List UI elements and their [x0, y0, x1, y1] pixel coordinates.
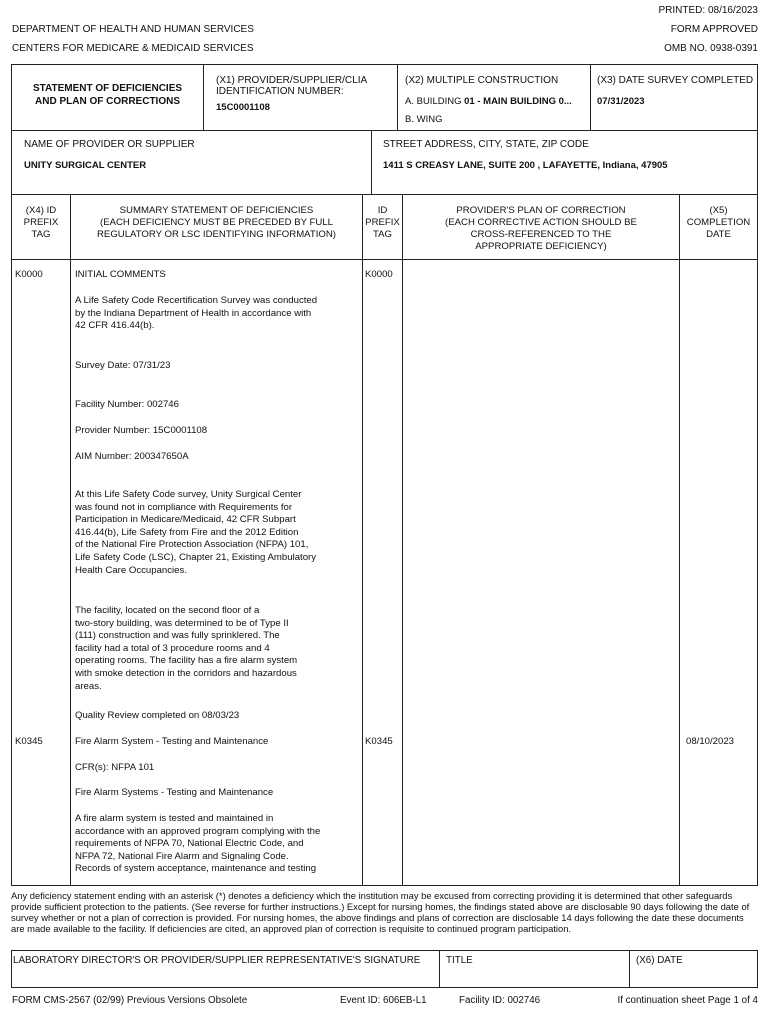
- x6-date-label: (X6) DATE: [636, 955, 683, 966]
- x2-building-label: A. BUILDING: [405, 96, 462, 107]
- signature-label: LABORATORY DIRECTOR'S OR PROVIDER/SUPPLIER REPRESENTATIVE'S SIGNATURE: [13, 955, 421, 966]
- facility-description-paragraph: The facility, located on the second floor of a two-story building, was determined to be of Type II (111) construction and was fully sprinklered. The facility had a total of 3 procedure rooms and 4 operating rooms. The facility has a fire alarm system with smoke detection in the corridors and hazardous areas.: [75, 605, 298, 692]
- x2-wing: B. WING: [405, 114, 443, 125]
- cfr-reference: CFR(s): NFPA 101: [75, 762, 155, 773]
- form-number: FORM CMS-2567 (02/99) Previous Versions Obsolete: [12, 995, 248, 1006]
- tag-left-k0000: K0000: [15, 269, 43, 280]
- statement-title: STATEMENT OF DEFICIENCIES AND PLAN OF CORRECTIONS: [32, 83, 183, 107]
- survey-date: Survey Date: 07/31/23: [75, 360, 171, 371]
- omb-number: OMB NO. 0938-0391: [664, 43, 758, 54]
- tag-right-k0000: K0000: [365, 269, 393, 280]
- address-label: STREET ADDRESS, CITY, STATE, ZIP CODE: [383, 139, 589, 150]
- title-label: TITLE: [446, 955, 473, 966]
- completion-date-k0345: 08/10/2023: [686, 736, 735, 747]
- x3-value: 07/31/2023: [597, 96, 645, 107]
- page-number: If continuation sheet Page 1 of 4: [617, 995, 758, 1006]
- compliance-paragraph: At this Life Safety Code survey, Unity Surgical Center was found not in compliance with Requirements for Participation in Medicare/Medicaid, 42 CFR Subpart 416.44(b), Life Safety from Fire and the 2012 Edition of the National Fire Protection Association (NFPA) 101, Life Safety Code (LSC), Chapter 21, Existing Ambulatory Health Care Occupancies.: [75, 489, 317, 576]
- x1-value: 15C0001108: [216, 102, 270, 113]
- tag-right-k0345: K0345: [365, 736, 393, 747]
- facility-id: Facility ID: 002746: [459, 995, 541, 1006]
- x1-label: (X1) PROVIDER/SUPPLIER/CLIA IDENTIFICATION NUMBER:: [216, 75, 368, 97]
- col-plan-header: PROVIDER'S PLAN OF CORRECTION (EACH CORRECTIVE ACTION SHOULD BE CROSS-REFERENCED TO THE APPROPRIATE DEFICIENCY): [445, 205, 637, 252]
- department-name: DEPARTMENT OF HEALTH AND HUMAN SERVICES: [12, 24, 254, 35]
- provider-name-label: NAME OF PROVIDER OR SUPPLIER: [24, 139, 195, 150]
- x2-label: (X2) MULTIPLE CONSTRUCTION: [405, 75, 559, 86]
- fire-alarm-heading: Fire Alarm System - Testing and Maintenance: [75, 736, 269, 747]
- initial-comments-heading: INITIAL COMMENTS: [75, 269, 166, 280]
- address-value: 1411 S CREASY LANE, SUITE 200 , LAFAYETTE, Indiana, 47905: [383, 160, 668, 171]
- facility-number: Facility Number: 002746: [75, 399, 179, 410]
- quality-review: Quality Review completed on 08/03/23: [75, 710, 240, 721]
- centers-name: CENTERS FOR MEDICARE & MEDICAID SERVICES: [12, 43, 254, 54]
- printed-date: PRINTED: 08/16/2023: [658, 5, 758, 16]
- survey-intro-paragraph: A Life Safety Code Recertification Survey was conducted by the Indiana Department of Health in accordance with 42 CFR 416.44(b).: [75, 295, 318, 332]
- col-x4-header: (X4) ID PREFIX TAG: [23, 205, 59, 240]
- col-summary-header: SUMMARY STATEMENT OF DEFICIENCIES (EACH DEFICIENCY MUST BE PRECEDED BY FULL REGULATORY OR LSC IDENTIFYING INFORMATION): [97, 205, 336, 240]
- x2-building-value: 01 - MAIN BUILDING 0...: [464, 96, 572, 107]
- fire-alarm-subheading: Fire Alarm Systems - Testing and Maintenance: [75, 787, 274, 798]
- event-id: Event ID: 606EB-L1: [340, 995, 427, 1006]
- fire-alarm-paragraph: A fire alarm system is tested and maintained in accordance with an approved program complying with the requirements of NFPA 70, National Electric Code, and NFPA 72, National Fire Alarm and Signaling Code. Records of system acceptance, maintenance and testing: [75, 813, 321, 875]
- form-approved: FORM APPROVED: [670, 24, 758, 35]
- aim-number: AIM Number: 200347650A: [75, 451, 189, 462]
- col-id-header: ID PREFIX TAG: [365, 205, 400, 240]
- tag-left-k0345: K0345: [15, 736, 43, 747]
- provider-number: Provider Number: 15C0001108: [75, 425, 208, 436]
- provider-name-value: UNITY SURGICAL CENTER: [24, 160, 147, 171]
- col-x5-header: (X5) COMPLETION DATE: [686, 205, 751, 240]
- disclaimer-text: Any deficiency statement ending with an asterisk (*) denotes a deficiency which the institution may be excused from correcting providing it is determined that other safeguards provide sufficient protection to the patients. (See reverse for further instructions.) Except for nursing homes, the findings stated above are disclosable 90 days following the date of survey whether or not a plan of correction is provided. For nursing homes, the above findings and plans of correction are disclosable 14 days following the date these documents are made available to the facility. If deficiencies are cited, an approved plan of correction is requisite to continued program participation.: [11, 890, 750, 934]
- x2-building: [405, 96, 572, 107]
- x3-label: (X3) DATE SURVEY COMPLETED: [597, 75, 754, 86]
